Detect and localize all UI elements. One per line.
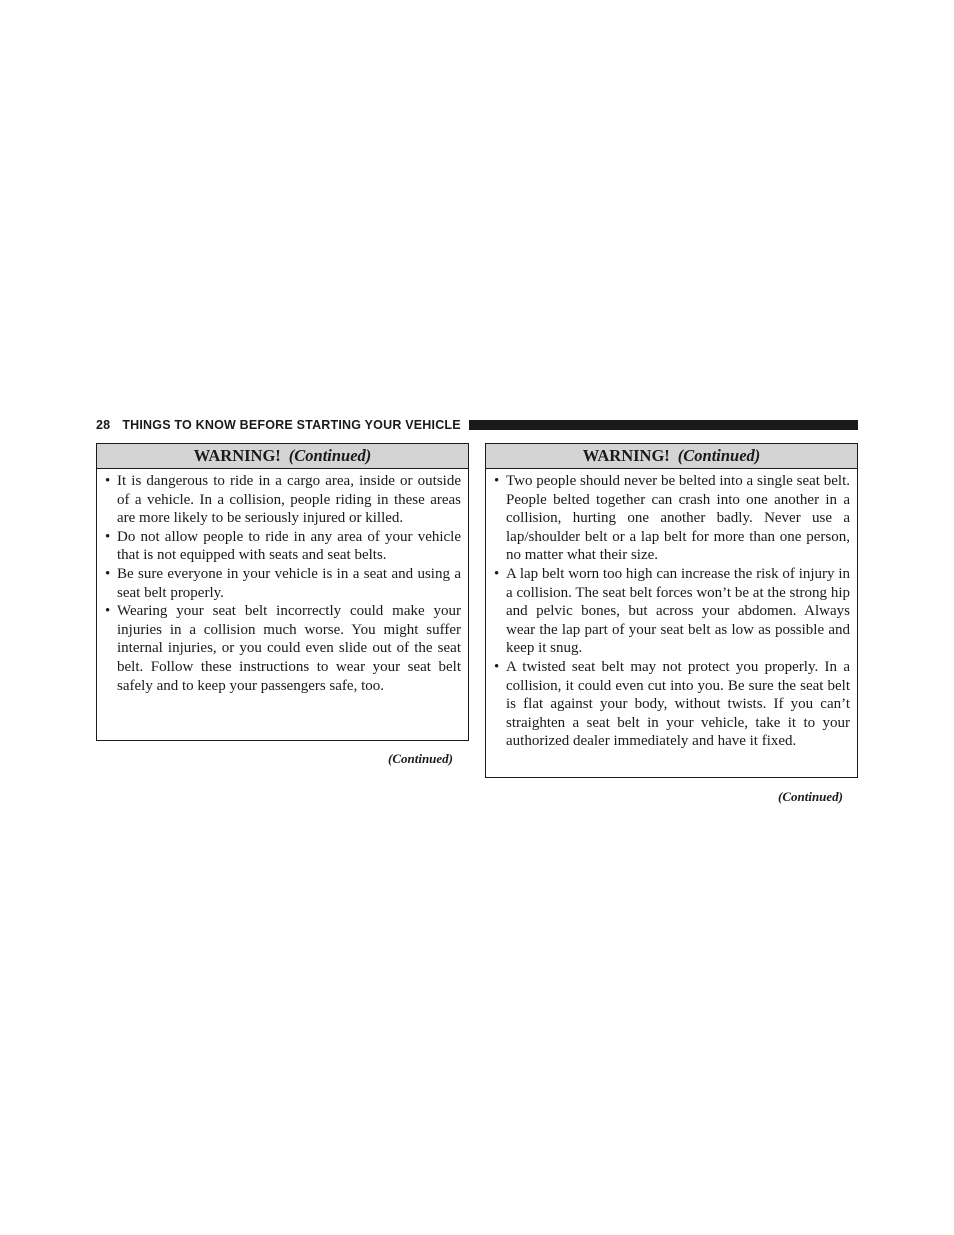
warning-box-left [96,443,469,741]
page-number: 28 [96,418,111,432]
list-item: • Wearing your seat belt incorrectly could make your injuries in a collision much worse. You might suffer internal injuries, or you could even slide out of the seat belt. Follow these instructions to wear your seat belt safely and to keep your passengers safe, too. [117,602,461,695]
continued-note-left: (Continued) [388,751,454,766]
continued-note-right: (Continued) [778,789,844,804]
warning-header-left [97,444,468,469]
page-header [96,417,858,433]
list-item: • A lap belt worn too high can increase the risk of injury in a collision. The seat belt forces won’t be at the strong hip and pelvic bones, but across your abdomen. Always wear the lap part of your seat belt as low as possible and keep it snug. [506,565,850,658]
warning-list-left [97,469,468,695]
list-item: • A twisted seat belt may not protect you properly. In a collision, it could even cut into you. Be sure the seat belt is flat against your body, without twists. If you can’t straighten a seat belt in your vehicle, take it to your authorized dealer immediately and have it fixed. [506,658,850,751]
warning-subtitle: (Continued) [677,446,761,465]
warning-title: WARNING! [193,446,281,465]
list-item: • Do not allow people to ride in any area of your vehicle that is not equipped with seats and seat belts. [117,528,461,565]
warning-subtitle: (Continued) [288,446,372,465]
warning-list-right [486,469,857,751]
header-rule [469,420,858,430]
section-title: THINGS TO KNOW BEFORE STARTING YOUR VEHICLE [122,418,461,432]
warning-title: WARNING! [582,446,670,465]
warning-header-right [486,444,857,469]
list-item: • Be sure everyone in your vehicle is in a seat and using a seat belt properly. [117,565,461,602]
warning-box-right [485,443,858,778]
list-item: • Two people should never be belted into a single seat belt. People belted together can crash into one another in a collision, hurting one another badly. Never use a lap/shoulder belt or a lap belt for more than one person, no matter what their size. [506,472,850,565]
list-item: • It is dangerous to ride in a cargo area, inside or outside of a vehicle. In a collision, people riding in these areas are more likely to be seriously injured or killed. [117,472,461,528]
